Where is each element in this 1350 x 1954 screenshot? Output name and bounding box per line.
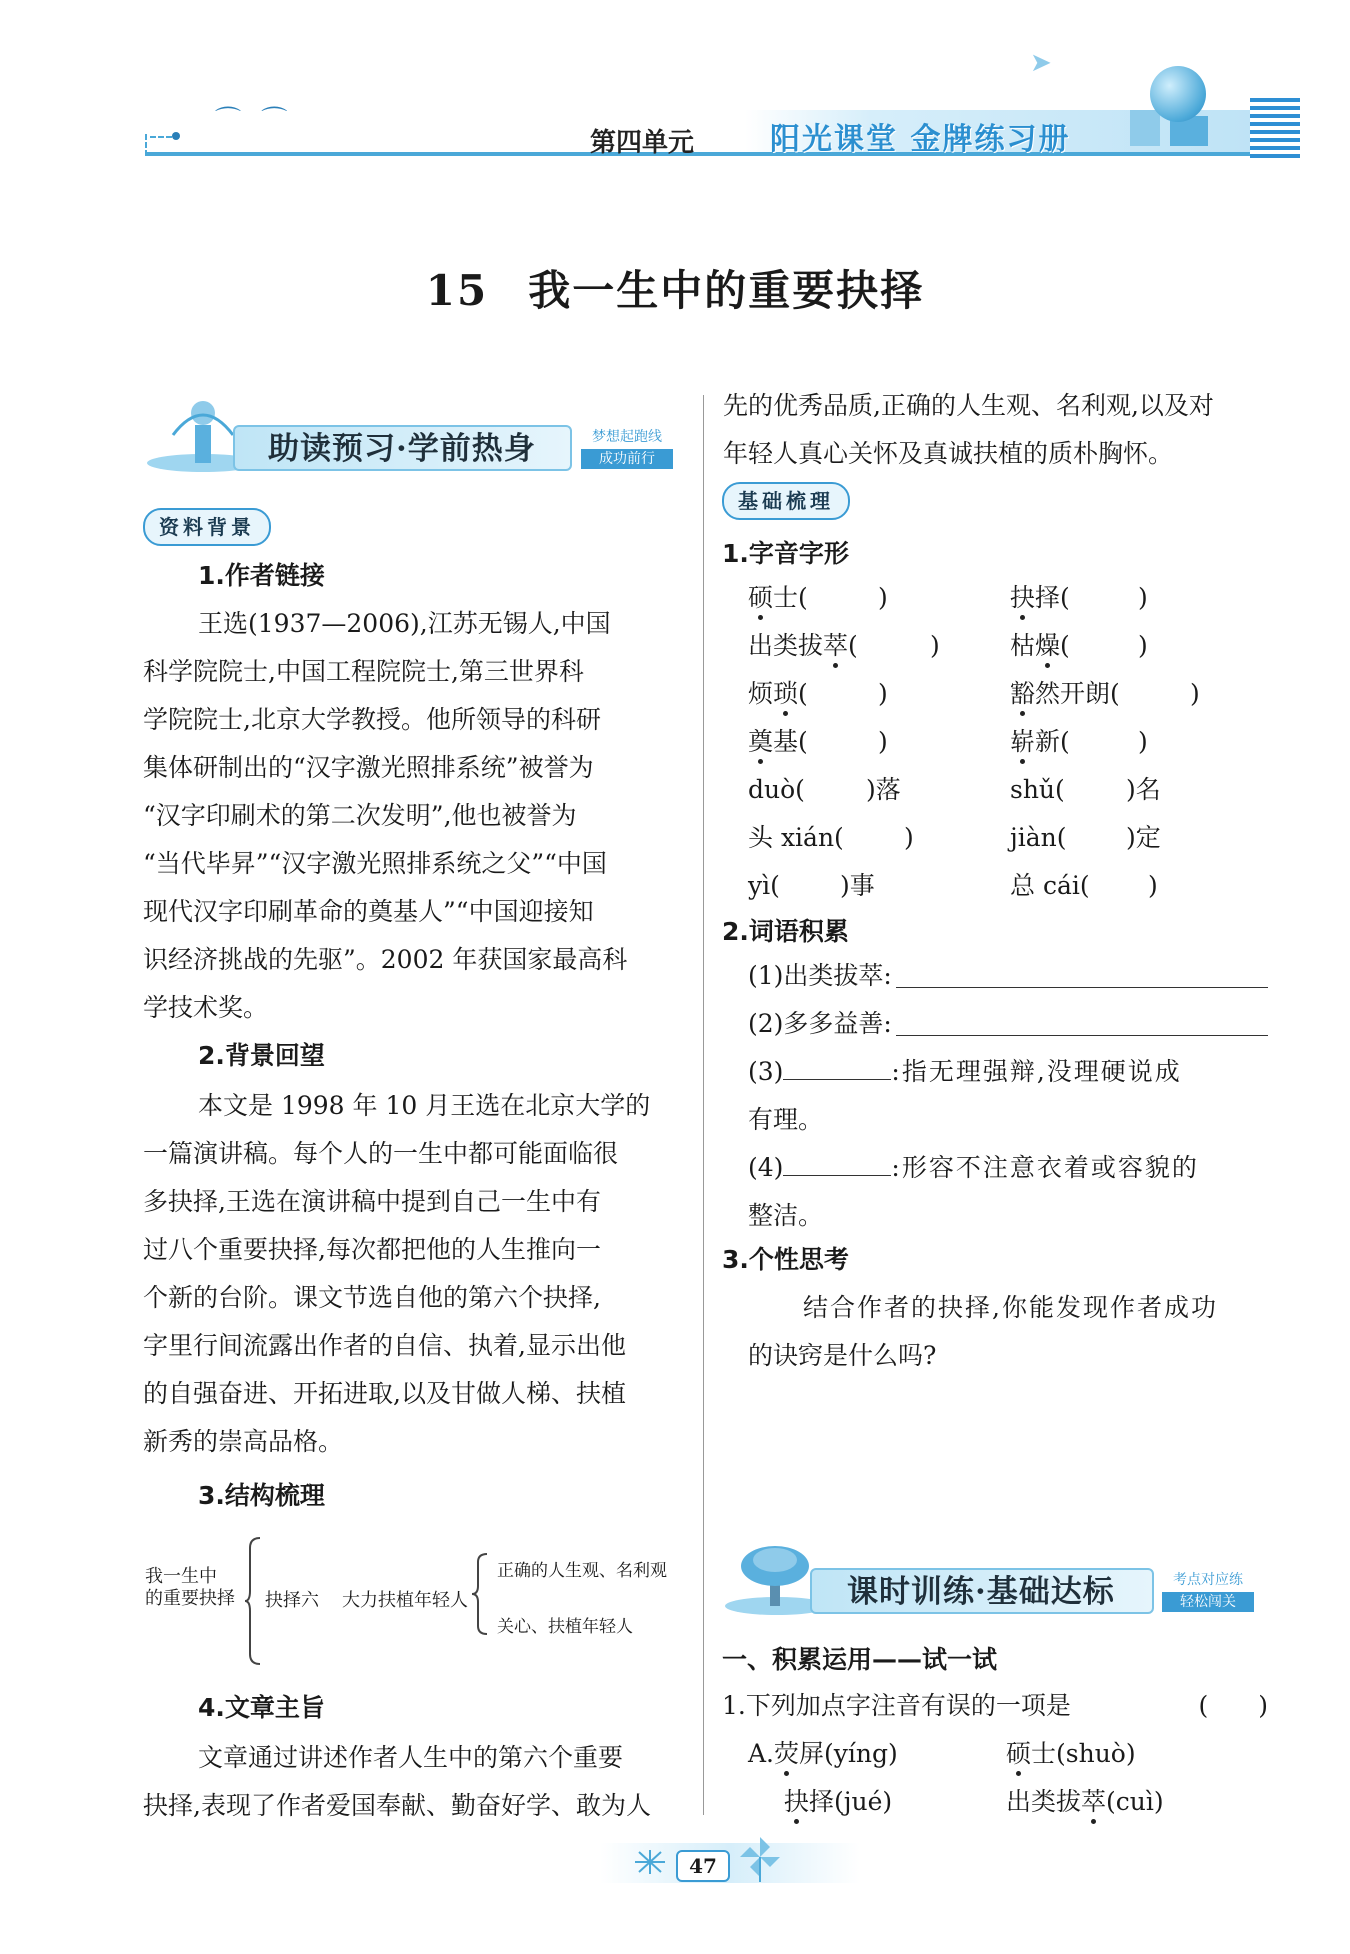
pinyin-cell: yì( (748, 871, 780, 900)
text-line: 个新的台阶。课文节选自他的第六个抉择, (143, 1283, 601, 1312)
heading-theme: 4.文章主旨 (198, 1693, 325, 1722)
pill-basics: 基础梳理 (722, 482, 850, 520)
vocab-label: (4) (748, 1153, 784, 1182)
vocab-item (748, 1144, 1268, 1192)
thinking-paragraph (748, 1284, 1268, 1380)
page-number: 47 (676, 1850, 730, 1882)
text-line: 一篇演讲稿。每个人的一生中都可能面临很 (143, 1139, 619, 1168)
pinyin-grid (748, 574, 1268, 910)
text-line: 现代汉字印刷革命的奠基人”“中国迎接知 (143, 897, 594, 926)
banner-sub-2: 轻松闯关 (1162, 1592, 1254, 1612)
brace-right (472, 1552, 492, 1637)
pinyin-cell: 总 cái( (1010, 871, 1090, 900)
answer-blank[interactable] (896, 987, 1268, 988)
diagram-theme: 大力扶植年轻人 (342, 1590, 468, 1611)
vocab-item (748, 952, 1268, 1000)
answer-blank[interactable] (896, 1035, 1268, 1036)
pinyin-row (748, 766, 1268, 814)
pinyin-row (748, 862, 1268, 910)
text-line: 本文是 1998 年 10 月王选在北京大学的 (198, 1091, 651, 1120)
heading-author: 1.作者链接 (198, 561, 325, 590)
banner-title: 助读预习·学前热身 (268, 431, 536, 467)
vocab-label: (3) (748, 1057, 784, 1086)
heading-vocab: 2.词语积累 (722, 917, 849, 946)
mc-option-row: 抉择(jué) 出类拔萃(cuì) (784, 1787, 1164, 1816)
answer-blank[interactable] (783, 1049, 891, 1080)
text-line: 的自强奋进、开拓进取,以及甘做人梯、扶植 (143, 1379, 626, 1408)
pinwheel-icon (735, 1832, 785, 1882)
brand-title: 阳光课堂 金牌练习册 (770, 122, 1071, 157)
pinyin-cell: )事 (840, 871, 875, 900)
text-line: 新秀的崇高品格。 (143, 1427, 344, 1456)
header-rule (145, 152, 1265, 156)
section-banner-preview (143, 395, 673, 475)
text-line: 多抉择,王选在演讲稿中提到自己一生中有 (143, 1187, 601, 1216)
background-paragraph (143, 1082, 688, 1466)
diagram-root-line1: 我一生中 (145, 1566, 217, 1587)
header-dash-line (150, 136, 172, 138)
birds-icon: ⌒ ⌒ (215, 106, 294, 136)
heading-part-one: 一、积累运用——试一试 (722, 1645, 998, 1674)
text-line: 过八个重要抉择,每次都把他的人生推向一 (143, 1235, 601, 1264)
pinyin-cell: 头 xián( (748, 823, 844, 852)
text-line: 年轻人真心关怀及真诚扶植的质朴胸怀。 (723, 439, 1174, 468)
section-banner-training (722, 1538, 1262, 1618)
lesson-title: 我一生中的重要抉择 (528, 266, 925, 315)
heading-thinking: 3.个性思考 (722, 1245, 849, 1274)
text-line: 科学院院士,中国工程院院士,第三世界科 (143, 657, 584, 686)
paper-plane-icon: ➤ (1030, 48, 1052, 78)
text-line: 先的优秀品质,正确的人生观、名利观,以及对 (723, 391, 1214, 420)
banner-sub-1: 考点对应练 (1173, 1572, 1243, 1588)
header-dot-icon (172, 132, 180, 140)
vocab-block (748, 952, 1268, 1240)
vocab-item (748, 1048, 1268, 1096)
vocab-label: (1)出类拔萃: (748, 961, 892, 990)
banner-title: 课时训练·基础达标 (847, 1574, 1115, 1610)
author-paragraph (143, 600, 688, 1032)
text-line: 学院院士,北京大学教授。他所领导的科研 (143, 705, 601, 734)
text-line: 集体研制出的“汉字激光照排系统”被誉为 (143, 753, 594, 782)
pinyin-row: 奠基( ) 崭新( ) (748, 727, 1148, 756)
mc-question (722, 1682, 1268, 1826)
column-divider (703, 395, 704, 1815)
pinyin-cell: ) (1148, 871, 1158, 900)
unit-label: 第四单元 (590, 128, 695, 158)
header-stripes (1250, 98, 1300, 162)
vocab-label: (2)多多益善: (748, 1009, 892, 1038)
diagram-choice: 抉择六 (265, 1590, 319, 1611)
text-line: 学技术奖。 (143, 993, 269, 1022)
vocab-def: :形容不注意衣着或容貌的 (891, 1153, 1199, 1182)
text-line: 抉择,表现了作者爱国奉献、勤奋好学、敢为人 (143, 1791, 651, 1820)
pinyin-cell: )定 (1126, 823, 1161, 852)
vocab-def-cont: 有理。 (748, 1105, 824, 1134)
page-title (0, 258, 1350, 318)
heading-pinyin: 1.字音字形 (722, 539, 849, 568)
text-line: “汉字印刷术的第二次发明”,他也被誉为 (143, 801, 577, 830)
pinyin-row: 烦琐( ) 豁然开朗( ) (748, 679, 1200, 708)
pinyin-cell: duò( (748, 775, 805, 804)
diagram-leaf-1: 正确的人生观、名利观 (497, 1561, 667, 1581)
diagram-leaf-2: 关心、扶植年轻人 (497, 1617, 633, 1637)
text-line: 王选(1937—2006),江苏无锡人,中国 (198, 609, 611, 638)
mc-stem: 1.下列加点字注音有误的一项是 ( ) (722, 1682, 1268, 1730)
diagram-root-line2: 的重要抉择 (145, 1588, 235, 1609)
globe-icon (1150, 66, 1206, 122)
pinyin-cell: jiàn( (1010, 823, 1067, 852)
brace-left (245, 1536, 265, 1666)
text-line: 文章通过讲述作者人生中的第六个重要 (198, 1743, 624, 1772)
mc-option-row: A.荧屏(yíng) 硕士(shuò) (748, 1739, 1136, 1768)
banner-sub-2: 成功前行 (581, 449, 673, 469)
theme-paragraph (143, 1734, 688, 1830)
text-line: 识经济挑战的先驱”。2002 年获国家最高科 (143, 945, 628, 974)
answer-blank[interactable] (783, 1145, 891, 1176)
text-line: 的诀窍是什么吗? (748, 1341, 937, 1370)
banner-sub-1: 梦想起跑线 (592, 429, 662, 445)
vocab-item (748, 1000, 1268, 1048)
text-line: 字里行间流露出作者的自信、执着,显示出他 (143, 1331, 626, 1360)
pill-background-info: 资料背景 (143, 508, 271, 546)
heading-structure: 3.结构梳理 (198, 1481, 325, 1510)
heading-background: 2.背景回望 (198, 1041, 325, 1070)
lesson-number: 15 (425, 266, 489, 315)
pinyin-cell: ) (904, 823, 914, 852)
star-icon (625, 1842, 675, 1882)
pinyin-cell: shǔ( (1010, 775, 1065, 804)
pinyin-cell: )名 (1126, 775, 1161, 804)
pinyin-row: 出类拔萃( ) 枯燥( ) (748, 631, 1148, 660)
vocab-def: :指无理强辩,没理硬说成 (891, 1057, 1182, 1086)
pinyin-cell: )落 (866, 775, 901, 804)
book-icon (1130, 110, 1160, 146)
vocab-def-cont: 整洁。 (748, 1201, 824, 1230)
text-line: “当代毕昇”“汉字激光照排系统之父”“中国 (143, 849, 607, 878)
theme-paragraph-cont (723, 382, 1268, 478)
pinyin-row (748, 814, 1268, 862)
pinyin-row: 硕士( ) 抉择( ) (748, 583, 1148, 612)
diagram-root (145, 1566, 235, 1610)
answer-paren[interactable]: ( ) (1198, 1691, 1268, 1720)
text-line: 结合作者的抉择,你能发现作者成功 (803, 1293, 1218, 1322)
